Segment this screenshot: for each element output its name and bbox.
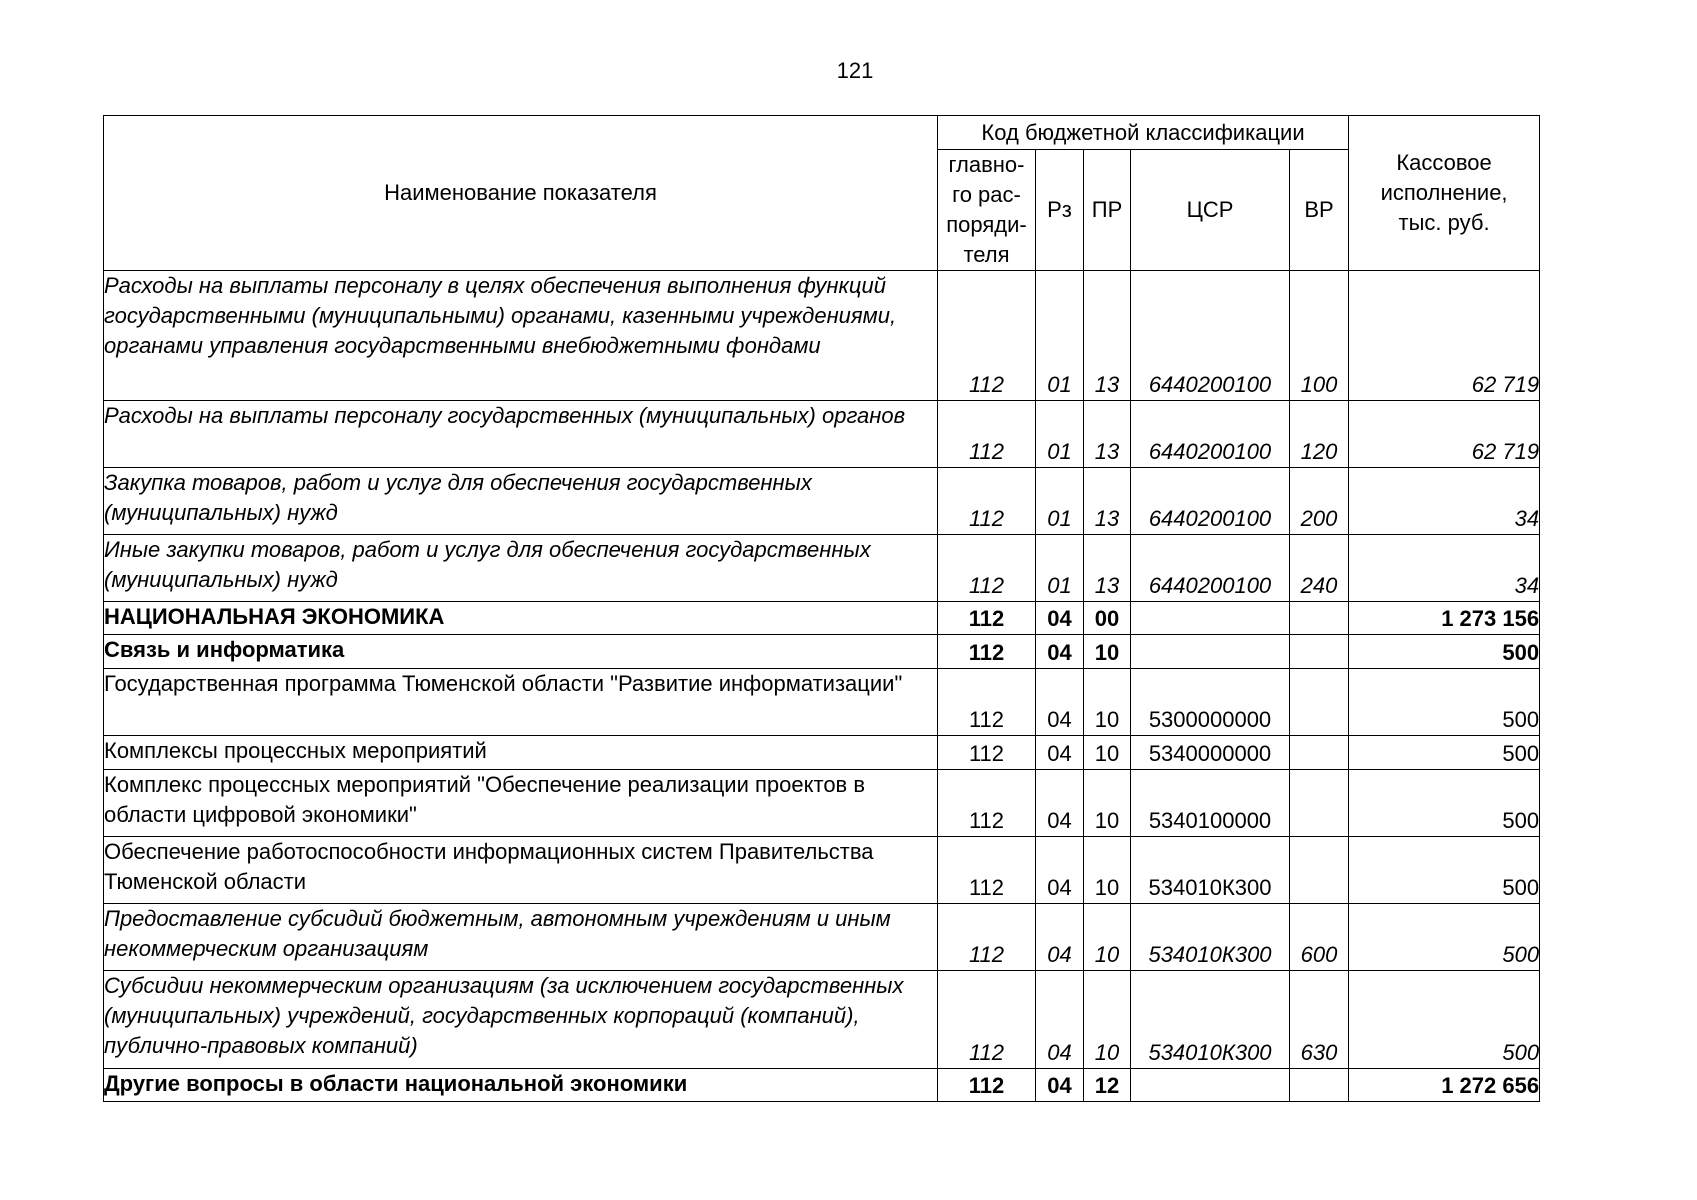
row-pr: 13 <box>1084 271 1131 401</box>
table-row <box>104 401 1540 468</box>
row-name: Субсидии некоммерческим организациям (за исключением государственных (муниципальных) учреждений, государственных корпораций (компаний), публично-правовых компаний) <box>104 971 938 1069</box>
header-glavn <box>938 150 1036 271</box>
row-vr <box>1290 602 1349 635</box>
row-pr: 10 <box>1084 904 1131 971</box>
table-row <box>104 736 1540 770</box>
row-csr: 6440200100 <box>1131 401 1290 468</box>
row-glavn: 112 <box>938 271 1036 401</box>
row-glavn: 112 <box>938 837 1036 904</box>
row-pr: 10 <box>1084 635 1131 669</box>
row-amount: 500 <box>1349 971 1540 1069</box>
header-glavn-line: теля <box>963 242 1010 267</box>
row-vr <box>1290 837 1349 904</box>
row-pr: 12 <box>1084 1069 1131 1102</box>
row-amount: 500 <box>1349 837 1540 904</box>
row-amount: 500 <box>1349 770 1540 837</box>
row-name: Расходы на выплаты персоналу государственных (муниципальных) органов <box>104 401 938 468</box>
row-glavn: 112 <box>938 535 1036 602</box>
header-csr: ЦСР <box>1131 150 1290 271</box>
row-rz: 04 <box>1036 971 1084 1069</box>
row-csr: 6440200100 <box>1131 468 1290 535</box>
table-row <box>104 770 1540 837</box>
row-rz: 01 <box>1036 535 1084 602</box>
row-vr: 600 <box>1290 904 1349 971</box>
row-csr <box>1131 635 1290 669</box>
row-pr: 10 <box>1084 770 1131 837</box>
row-amount: 500 <box>1349 736 1540 770</box>
row-glavn: 112 <box>938 669 1036 736</box>
row-vr <box>1290 669 1349 736</box>
row-csr: 5300000000 <box>1131 669 1290 736</box>
header-amount-line: тыс. руб. <box>1398 210 1490 235</box>
row-name: Государственная программа Тюменской области "Развитие информатизации" <box>104 669 938 736</box>
header-glavn-line: главно- <box>948 152 1025 177</box>
row-glavn: 112 <box>938 401 1036 468</box>
row-csr: 6440200100 <box>1131 535 1290 602</box>
row-rz: 04 <box>1036 904 1084 971</box>
row-amount: 62 719 <box>1349 271 1540 401</box>
row-pr: 10 <box>1084 736 1131 770</box>
row-name: Связь и информатика <box>104 635 938 669</box>
page-number: 121 <box>836 58 874 83</box>
row-pr: 13 <box>1084 468 1131 535</box>
header-amount <box>1349 116 1540 271</box>
row-amount: 500 <box>1349 904 1540 971</box>
table-row <box>104 971 1540 1069</box>
row-glavn: 112 <box>938 602 1036 635</box>
row-name: Иные закупки товаров, работ и услуг для обеспечения государственных (муниципальных) нужд <box>104 535 938 602</box>
row-glavn: 112 <box>938 1069 1036 1102</box>
row-rz: 01 <box>1036 468 1084 535</box>
row-amount: 500 <box>1349 669 1540 736</box>
row-glavn: 112 <box>938 971 1036 1069</box>
row-name: Комплексы процессных мероприятий <box>104 736 938 770</box>
row-glavn: 112 <box>938 736 1036 770</box>
row-csr <box>1131 602 1290 635</box>
row-amount: 1 273 156 <box>1349 602 1540 635</box>
header-glavn-line: поряди- <box>946 212 1027 237</box>
header-code-group: Код бюджетной классификации <box>938 116 1349 150</box>
table-row <box>104 468 1540 535</box>
table-row <box>104 669 1540 736</box>
row-amount: 34 <box>1349 535 1540 602</box>
table-row <box>104 535 1540 602</box>
row-name: Предоставление субсидий бюджетным, автономным учреждениям и иным некоммерческим организациям <box>104 904 938 971</box>
row-pr: 10 <box>1084 837 1131 904</box>
row-glavn: 112 <box>938 635 1036 669</box>
row-amount: 500 <box>1349 635 1540 669</box>
row-vr: 100 <box>1290 271 1349 401</box>
row-pr: 10 <box>1084 971 1131 1069</box>
row-csr: 5340000000 <box>1131 736 1290 770</box>
row-glavn: 112 <box>938 468 1036 535</box>
row-name: Обеспечение работоспособности информационных систем Правительства Тюменской области <box>104 837 938 904</box>
row-rz: 04 <box>1036 1069 1084 1102</box>
row-name: Другие вопросы в области национальной экономики <box>104 1069 938 1102</box>
table-row <box>104 635 1540 669</box>
row-amount: 1 272 656 <box>1349 1069 1540 1102</box>
table-row <box>104 904 1540 971</box>
row-amount: 34 <box>1349 468 1540 535</box>
header-vr: ВР <box>1290 150 1349 271</box>
row-vr: 120 <box>1290 401 1349 468</box>
header-amount-line: Кассовое <box>1396 150 1492 175</box>
table-row <box>104 837 1540 904</box>
row-csr: 534010К300 <box>1131 904 1290 971</box>
row-vr <box>1290 635 1349 669</box>
row-csr: 534010К300 <box>1131 837 1290 904</box>
row-vr <box>1290 770 1349 837</box>
row-rz: 04 <box>1036 770 1084 837</box>
row-vr: 630 <box>1290 971 1349 1069</box>
row-rz: 04 <box>1036 669 1084 736</box>
row-glavn: 112 <box>938 770 1036 837</box>
row-name: Расходы на выплаты персоналу в целях обеспечения выполнения функций государственными (муниципальными) органами, казенными учреждениями, органами управления государственными внебюджетными фондами <box>104 271 938 401</box>
row-name: НАЦИОНАЛЬНАЯ ЭКОНОМИКА <box>104 602 938 635</box>
row-csr: 534010К300 <box>1131 971 1290 1069</box>
row-rz: 01 <box>1036 401 1084 468</box>
header-amount-line: исполнение, <box>1380 180 1508 205</box>
row-pr: 13 <box>1084 401 1131 468</box>
row-name: Комплекс процессных мероприятий "Обеспечение реализации проектов в области цифровой экономики" <box>104 770 938 837</box>
header-rz: Рз <box>1036 150 1084 271</box>
budget-table <box>103 115 1540 1102</box>
header-glavn-line: го рас- <box>952 182 1021 207</box>
row-pr: 10 <box>1084 669 1131 736</box>
row-vr <box>1290 736 1349 770</box>
row-amount: 62 719 <box>1349 401 1540 468</box>
header-pr: ПР <box>1084 150 1131 271</box>
table-row <box>104 271 1540 401</box>
row-rz: 04 <box>1036 837 1084 904</box>
row-vr: 200 <box>1290 468 1349 535</box>
row-csr <box>1131 1069 1290 1102</box>
row-rz: 04 <box>1036 635 1084 669</box>
row-csr: 5340100000 <box>1131 770 1290 837</box>
table-row <box>104 602 1540 635</box>
row-vr <box>1290 1069 1349 1102</box>
row-rz: 04 <box>1036 736 1084 770</box>
row-pr: 13 <box>1084 535 1131 602</box>
row-rz: 01 <box>1036 271 1084 401</box>
row-vr: 240 <box>1290 535 1349 602</box>
table-row <box>104 1069 1540 1102</box>
header-name: Наименование показателя <box>104 116 938 271</box>
row-csr: 6440200100 <box>1131 271 1290 401</box>
row-pr: 00 <box>1084 602 1131 635</box>
row-name: Закупка товаров, работ и услуг для обеспечения государственных (муниципальных) нужд <box>104 468 938 535</box>
row-rz: 04 <box>1036 602 1084 635</box>
row-glavn: 112 <box>938 904 1036 971</box>
